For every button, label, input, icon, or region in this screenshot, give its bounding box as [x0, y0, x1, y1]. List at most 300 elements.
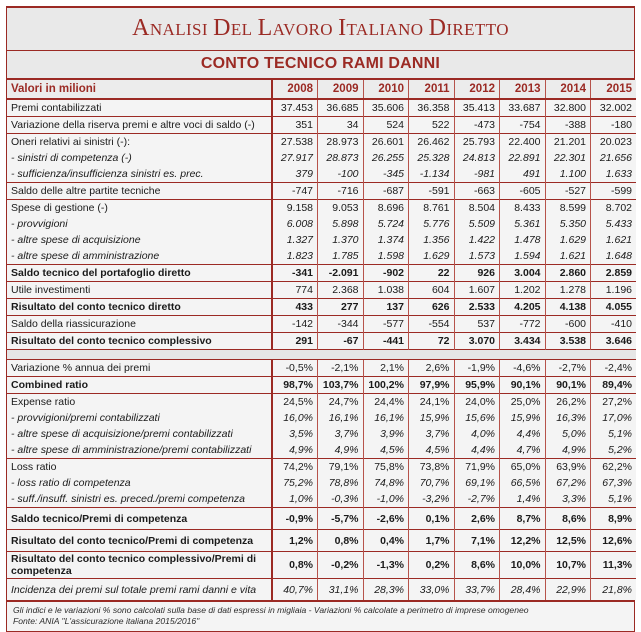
row-value: 16,1% — [318, 410, 364, 426]
row-label: - suff./insuff. sinistri es. preced./premi competenza — [7, 491, 272, 508]
row-value: 4,5% — [363, 442, 409, 459]
row-value: 3,7% — [318, 426, 364, 442]
row-value: 5,1% — [608, 428, 632, 440]
row-value: 16,0% — [272, 410, 318, 426]
table-row — [7, 579, 636, 601]
row-value: -577 — [363, 316, 409, 333]
row-value: -345 — [363, 166, 409, 183]
row-value: -2,1% — [318, 360, 364, 377]
row-value: 8.761 — [409, 200, 455, 217]
row-value: 0,1% — [409, 508, 455, 530]
row-value: 4,4% — [454, 442, 500, 459]
table-row — [7, 360, 636, 377]
row-value: -605 — [500, 183, 546, 200]
row-value: 75,8% — [363, 459, 409, 476]
row-value: 22 — [409, 265, 455, 282]
column-header-year: 2010 — [363, 80, 409, 99]
footnote-source: Fonte: ANIA "L'assicurazione italiana 2015/2016" — [13, 616, 200, 626]
row-value: 8.702 — [591, 200, 637, 217]
row-value: 926 — [454, 265, 500, 282]
row-label: - altre spese di acquisizione — [7, 232, 272, 248]
row-value: 89,4% — [591, 377, 637, 394]
table-row — [7, 316, 636, 333]
row-label: - provvigioni/premi contabilizzati — [7, 410, 272, 426]
row-label: Saldo delle altre partite tecniche — [7, 183, 272, 200]
row-value: -388 — [545, 117, 591, 134]
row-value: 95,9% — [454, 377, 500, 394]
row-label: Expense ratio — [7, 394, 272, 411]
row-value: 1.356 — [409, 232, 455, 248]
row-value: -1,3% — [363, 552, 409, 579]
row-value: -687 — [363, 183, 409, 200]
table-row — [7, 134, 636, 151]
row-value: 1,4% — [500, 491, 546, 508]
row-value: 22.400 — [500, 134, 546, 151]
row-value: 604 — [409, 282, 455, 299]
row-label: Risultato del conto tecnico diretto — [7, 299, 272, 316]
row-value: 67,3% — [602, 477, 632, 489]
row-value: 28,3% — [363, 579, 409, 601]
table-row — [7, 150, 636, 166]
row-value: 40,7% — [272, 579, 318, 601]
table-row — [7, 394, 636, 411]
data-table — [7, 80, 636, 600]
row-value: 26.601 — [363, 134, 409, 151]
row-value: 1.629 — [409, 248, 455, 265]
row-value: 15,9% — [409, 410, 455, 426]
row-value: 24,5% — [272, 394, 318, 411]
row-value: 100,2% — [363, 377, 409, 394]
row-value: 5.433 — [605, 218, 632, 230]
row-value: -747 — [272, 183, 318, 200]
row-value: -3,2% — [409, 491, 455, 508]
table-row — [7, 475, 636, 491]
row-value: -473 — [454, 117, 500, 134]
row-label: Utile investimenti — [7, 282, 272, 299]
row-value: 22,9% — [545, 579, 591, 601]
row-value: 0,8% — [272, 552, 318, 579]
row-value: 1.594 — [500, 248, 546, 265]
row-value: 37.453 — [272, 99, 318, 117]
row-value: 3,9% — [363, 426, 409, 442]
row-value: -2.091 — [318, 265, 364, 282]
row-value: 1.422 — [454, 232, 500, 248]
row-value: 8,6% — [454, 552, 500, 579]
row-value: 4.138 — [545, 299, 591, 316]
row-value: 5,2% — [608, 444, 632, 456]
row-value: 10,7% — [545, 552, 591, 579]
table-row — [7, 333, 636, 350]
row-value: 1.607 — [454, 282, 500, 299]
row-value: -2,7% — [454, 491, 500, 508]
table-row — [7, 299, 636, 316]
column-header-year: 2011 — [409, 80, 455, 99]
row-value: 1.100 — [545, 166, 591, 183]
row-value: 21.656 — [599, 152, 632, 164]
row-label: Variazione % annua dei premi — [7, 360, 272, 377]
row-value: -441 — [363, 333, 409, 350]
row-value: 1.478 — [500, 232, 546, 248]
row-value: -772 — [500, 316, 546, 333]
row-value: 33,0% — [409, 579, 455, 601]
row-value: 5.509 — [454, 216, 500, 232]
row-value: -981 — [454, 166, 500, 183]
row-value: 71,9% — [454, 459, 500, 476]
row-value: 24,4% — [363, 394, 409, 411]
row-value: 8.599 — [545, 200, 591, 217]
row-value: 774 — [272, 282, 318, 299]
row-value: 626 — [409, 299, 455, 316]
row-value: 1.374 — [363, 232, 409, 248]
header-row — [7, 80, 636, 99]
row-value: 24.813 — [454, 150, 500, 166]
row-value: 36.685 — [318, 99, 364, 117]
row-value: -1,0% — [363, 491, 409, 508]
row-label: Spese di gestione (-) — [7, 200, 272, 217]
row-value: 7,1% — [454, 530, 500, 552]
row-value: 33.687 — [500, 99, 546, 117]
row-label: - loss ratio di competenza — [7, 475, 272, 491]
row-value: 291 — [272, 333, 318, 350]
row-value: 1.823 — [272, 248, 318, 265]
row-value: 27.917 — [272, 150, 318, 166]
row-value: 22.301 — [545, 150, 591, 166]
row-value: -600 — [545, 316, 591, 333]
row-value: 3,5% — [272, 426, 318, 442]
row-value: 2.859 — [591, 265, 637, 282]
table-row — [7, 377, 636, 394]
row-value: 1,0% — [272, 491, 318, 508]
row-label: Saldo tecnico/Premi di competenza — [7, 508, 272, 530]
row-value: 25.793 — [454, 134, 500, 151]
row-value: 5.898 — [318, 216, 364, 232]
row-value: 103,7% — [318, 377, 364, 394]
row-value: -0,5% — [272, 360, 318, 377]
table-row — [7, 265, 636, 282]
row-label: Variazione della riserva premi e altre voci di saldo (-) — [7, 117, 272, 134]
row-label: Risultato del conto tecnico complessivo/Premi di competenza — [7, 552, 272, 579]
row-value: 3.646 — [591, 333, 637, 350]
row-value: 16,3% — [545, 410, 591, 426]
page-subtitle-text: CONTO TECNICO RAMI DANNI — [200, 55, 441, 72]
row-label: Saldo tecnico del portafoglio diretto — [7, 265, 272, 282]
row-label: - sinistri di competenza (-) — [7, 150, 272, 166]
row-value: 31,1% — [318, 579, 364, 601]
row-value: 79,1% — [318, 459, 364, 476]
column-header-year: 2008 — [272, 80, 318, 99]
row-value: -716 — [318, 183, 364, 200]
table-row — [7, 166, 636, 183]
row-value: 8,6% — [545, 508, 591, 530]
table-frame — [6, 6, 635, 632]
row-value: 17,0% — [602, 412, 632, 424]
row-value: 8.433 — [500, 200, 546, 217]
row-value: 97,9% — [409, 377, 455, 394]
row-value: 4,9% — [272, 442, 318, 459]
row-value: 65,0% — [500, 459, 546, 476]
row-value: 277 — [318, 299, 364, 316]
row-label: Risultato del conto tecnico/Premi di competenza — [7, 530, 272, 552]
row-value: 8,7% — [500, 508, 546, 530]
row-label: - altre spese di amministrazione — [7, 248, 272, 265]
row-value: 0,2% — [409, 552, 455, 579]
footnotes — [7, 600, 634, 631]
row-value: 26.462 — [409, 134, 455, 151]
page-title — [7, 8, 634, 51]
row-label: - altre spese di amministrazione/premi contabilizzati — [7, 442, 272, 459]
row-label: Oneri relativi ai sinistri (-): — [7, 134, 272, 151]
row-value: 4,5% — [409, 442, 455, 459]
row-value: -100 — [318, 166, 364, 183]
table-row — [7, 410, 636, 426]
row-value: 69,1% — [454, 475, 500, 491]
row-value: 27,2% — [591, 394, 637, 411]
row-value: -1.134 — [409, 166, 455, 183]
column-header-year: 2009 — [318, 80, 364, 99]
row-value: 9.053 — [318, 200, 364, 217]
row-value: 4.205 — [500, 299, 546, 316]
row-value: 5.776 — [409, 216, 455, 232]
table-row — [7, 183, 636, 200]
row-value: 8.504 — [454, 200, 500, 217]
row-value: 1.785 — [318, 248, 364, 265]
column-header-year: 2012 — [454, 80, 500, 99]
column-header-year: 2015 — [591, 80, 637, 99]
row-value: 1.621 — [605, 234, 632, 246]
row-value: 15,6% — [454, 410, 500, 426]
row-label: Risultato del conto tecnico complessivo — [7, 333, 272, 350]
row-value: 5,0% — [545, 426, 591, 442]
row-value: 24,1% — [409, 394, 455, 411]
row-label: - provvigioni — [7, 216, 272, 232]
row-value: 2.368 — [318, 282, 364, 299]
row-value: 5,1% — [608, 493, 632, 505]
row-value: 34 — [318, 117, 364, 134]
row-label: Saldo della riassicurazione — [7, 316, 272, 333]
row-value: 5.361 — [500, 216, 546, 232]
row-value: 5.724 — [363, 216, 409, 232]
row-value: -663 — [454, 183, 500, 200]
row-value: 351 — [272, 117, 318, 134]
row-value: 90,1% — [545, 377, 591, 394]
row-value: 0,8% — [318, 530, 364, 552]
row-value: 12,2% — [500, 530, 546, 552]
row-value: 28,4% — [500, 579, 546, 601]
row-value: 33,7% — [454, 579, 500, 601]
row-value: 3.070 — [454, 333, 500, 350]
row-label: Combined ratio — [7, 377, 272, 394]
row-value: 1.196 — [591, 282, 637, 299]
table-row — [7, 282, 636, 299]
row-value: 25.328 — [409, 150, 455, 166]
row-value: 24,0% — [454, 394, 500, 411]
row-value: 20.023 — [591, 134, 637, 151]
row-value: 2,6% — [409, 360, 455, 377]
row-value: -341 — [272, 265, 318, 282]
row-value: 4.055 — [591, 299, 637, 316]
row-value: 1.633 — [605, 168, 632, 180]
table-row — [7, 552, 636, 579]
row-value: 433 — [272, 299, 318, 316]
row-value: 6.008 — [272, 216, 318, 232]
row-value: 2,1% — [363, 360, 409, 377]
row-value: 2,6% — [454, 508, 500, 530]
page-title-text: ANALISI DEL LAVORO ITALIANO DIRETTO — [132, 15, 509, 41]
row-value: 15,9% — [500, 410, 546, 426]
table-row — [7, 508, 636, 530]
row-value: 74,2% — [272, 459, 318, 476]
row-value: 1,2% — [272, 530, 318, 552]
row-value: 1.370 — [318, 232, 364, 248]
row-value: -902 — [363, 265, 409, 282]
table-row — [7, 232, 636, 248]
row-value: 25,0% — [500, 394, 546, 411]
table-row — [7, 99, 636, 117]
row-value: 8.696 — [363, 200, 409, 217]
row-value: 1.648 — [605, 250, 632, 262]
row-value: 4,4% — [500, 426, 546, 442]
row-value: 72 — [409, 333, 455, 350]
row-value: -0,9% — [272, 508, 318, 530]
table-row — [7, 426, 636, 442]
row-value: -2,6% — [363, 508, 409, 530]
row-value: -2,7% — [545, 360, 591, 377]
row-value: 16,1% — [363, 410, 409, 426]
row-value: -1,9% — [454, 360, 500, 377]
row-value: 32.800 — [545, 99, 591, 117]
row-value: 28.873 — [318, 150, 364, 166]
row-value: 3.004 — [500, 265, 546, 282]
page-subtitle — [7, 51, 634, 80]
row-value: -527 — [545, 183, 591, 200]
row-value: 1.598 — [363, 248, 409, 265]
row-value: 1.278 — [545, 282, 591, 299]
row-value: 73,8% — [409, 459, 455, 476]
row-value: 35.413 — [454, 99, 500, 117]
column-header-year: 2013 — [500, 80, 546, 99]
row-value: 3.538 — [545, 333, 591, 350]
row-value: 12,5% — [545, 530, 591, 552]
row-value: 2.860 — [545, 265, 591, 282]
column-header-year: 2014 — [545, 80, 591, 99]
separator-cell — [7, 350, 636, 360]
row-value: 1.629 — [545, 232, 591, 248]
table-row — [7, 442, 636, 459]
row-value: -4,6% — [500, 360, 546, 377]
row-value: 4,7% — [500, 442, 546, 459]
row-value: 26.255 — [363, 150, 409, 166]
row-value: 28.973 — [318, 134, 364, 151]
row-value: 1.621 — [545, 248, 591, 265]
row-value: 32.002 — [591, 99, 637, 117]
row-value: -344 — [318, 316, 364, 333]
table-head — [7, 80, 636, 99]
row-value: -2,4% — [604, 362, 632, 374]
row-value: 1.327 — [272, 232, 318, 248]
row-value: 4,0% — [454, 426, 500, 442]
row-value: -0,3% — [318, 491, 364, 508]
row-value: 9.158 — [272, 200, 318, 217]
row-value: 5.350 — [545, 216, 591, 232]
row-value: 522 — [409, 117, 455, 134]
row-value: 98,7% — [272, 377, 318, 394]
row-value: 63,9% — [545, 459, 591, 476]
row-value: 0,4% — [363, 530, 409, 552]
row-value: 21,8% — [591, 579, 637, 601]
row-value: 1.202 — [500, 282, 546, 299]
row-value: 524 — [363, 117, 409, 134]
row-value: 379 — [272, 166, 318, 183]
row-value: 11,3% — [591, 552, 637, 579]
row-value: 491 — [500, 166, 546, 183]
row-value: 3,7% — [409, 426, 455, 442]
row-value: 4,9% — [318, 442, 364, 459]
row-value: 537 — [454, 316, 500, 333]
table-row — [7, 117, 636, 134]
row-label: - altre spese di acquisizione/premi contabilizzati — [7, 426, 272, 442]
row-value: 78,8% — [318, 475, 364, 491]
row-value: 70,7% — [409, 475, 455, 491]
table-row-separator — [7, 350, 636, 360]
row-label: Premi contabilizzati — [7, 99, 272, 117]
row-value: -142 — [272, 316, 318, 333]
row-value: 22.891 — [500, 150, 546, 166]
row-value: 4,9% — [545, 442, 591, 459]
table-row — [7, 459, 636, 476]
row-value: 10,0% — [500, 552, 546, 579]
row-value: 8,9% — [591, 508, 637, 530]
row-value: 67,2% — [545, 475, 591, 491]
row-value: -554 — [409, 316, 455, 333]
row-value: 2.533 — [454, 299, 500, 316]
row-value: 1,7% — [409, 530, 455, 552]
row-value: -67 — [318, 333, 364, 350]
row-value: 21.201 — [545, 134, 591, 151]
row-value: 27.538 — [272, 134, 318, 151]
row-value: 1.038 — [363, 282, 409, 299]
row-value: 75,2% — [272, 475, 318, 491]
row-value: 3,3% — [545, 491, 591, 508]
row-value: 66,5% — [500, 475, 546, 491]
row-value: 90,1% — [500, 377, 546, 394]
row-value: 1.573 — [454, 248, 500, 265]
row-label: - sufficienza/insufficienza sinistri es. prec. — [7, 166, 272, 183]
row-value: -410 — [591, 316, 637, 333]
row-value: 35.606 — [363, 99, 409, 117]
row-value: -754 — [500, 117, 546, 134]
table-row — [7, 530, 636, 552]
row-value: 12,6% — [591, 530, 637, 552]
row-label: Incidenza dei premi sul totale premi rami danni e vita — [7, 579, 272, 601]
table-row — [7, 216, 636, 232]
footnote-method: Gli indici e le variazioni % sono calcolati sulla base di dati espressi in migliaia - Variazioni % calcolate a perimetro di imprese omogeneo — [13, 605, 529, 615]
column-header-label: Valori in milioni — [7, 80, 272, 99]
row-value: 3.434 — [500, 333, 546, 350]
row-value: 26,2% — [545, 394, 591, 411]
row-value: -180 — [591, 117, 637, 134]
row-value: 24,7% — [318, 394, 364, 411]
table-body — [7, 99, 636, 600]
row-value: 74,8% — [363, 475, 409, 491]
row-value: 36.358 — [409, 99, 455, 117]
table-row — [7, 491, 636, 508]
row-value: -5,7% — [318, 508, 364, 530]
row-value: -599 — [591, 183, 637, 200]
row-label: Loss ratio — [7, 459, 272, 476]
table-row — [7, 200, 636, 217]
row-value: -0,2% — [318, 552, 364, 579]
row-value: 62,2% — [591, 459, 637, 476]
